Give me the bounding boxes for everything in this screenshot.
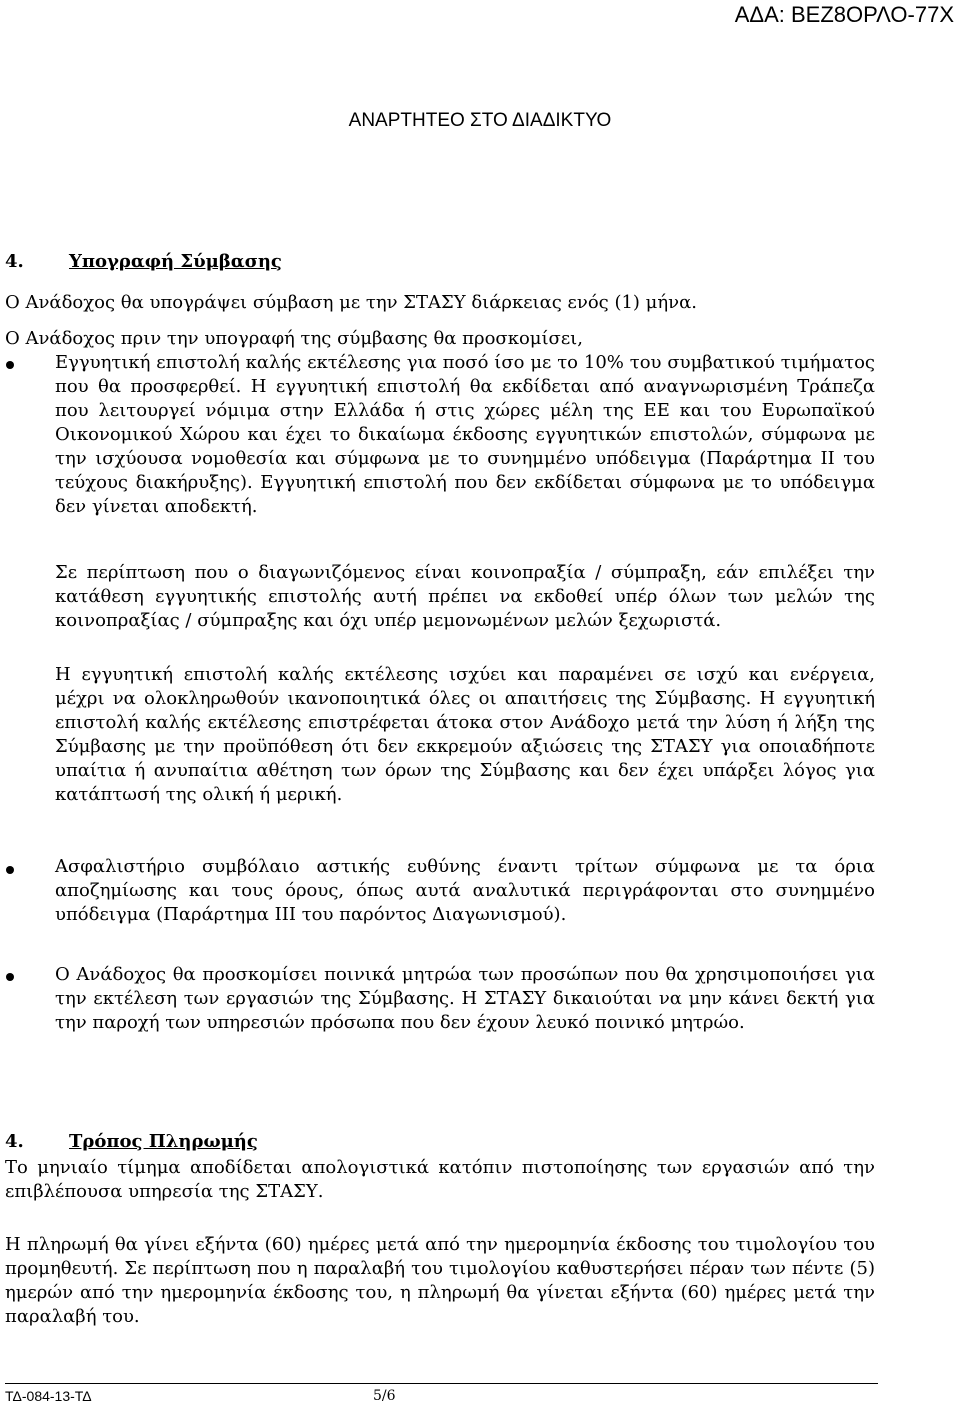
bullet-icon <box>6 361 14 369</box>
document-code: ΤΔ-084-13-ΤΔ <box>5 1388 92 1404</box>
list-item-guarantee: Εγγυητική επιστολή καλής εκτέλεσης για ποσό ίσο με το 10% του συμβατικού τιμήματος που θα προσφερθεί. Η εγγυητική επιστολή θα εκδίδεται από αναγνωρισμένη Τράπεζα που λειτουργεί νόμιμα στην Ελλάδα ή στις χώρες μέλη της ΕΕ και του Ευρωπαϊκού Οικονομικού Χώρου και έχει το δικαίωμα έκδοσης εγγυητικών επιστολών, σύμφωνα με την ισχύουσα νομοθεσία και σύμφωνα με το συνημμένο υπόδειγμα (Παράρτημα ΙΙ του τεύχους διακήρυξης). Εγγυητική επιστολή που δεν εκδίδεται σύμφωνα με το υπόδειγμα δεν γίνεται αποδεκτή. <box>55 352 875 517</box>
paragraph: Η πληρωμή θα γίνει εξήντα (60) ημέρες μετά από την ημερομηνία έκδοσης του τιμολογίου του προμηθευτή. Σε περίπτωση που η παραλαβή του τιμολογίου καθυστερήσει πέραν των πέντε (5) ημερών από την ημερομηνία έκδοσης του, η πληρωμή θα γίνεται εξήντα (60) ημέρες μετά την παραλαβή του. <box>5 1234 875 1327</box>
bullet-icon <box>6 866 14 874</box>
paragraph: Ο Ανάδοχος θα υπογράψει σύμβαση με την ΣΤΑΣΥ διάρκειας ενός (1) μήνα. <box>5 292 697 313</box>
section-title: Τρόπος Πληρωμής <box>69 1131 258 1152</box>
section-number: 4. <box>5 1131 24 1152</box>
ada-code: ΑΔΑ: ΒΕΖ8ΟΡΛΟ-77Χ <box>734 2 954 27</box>
section-title: Υπογραφή Σύμβασης <box>69 251 282 272</box>
paragraph: Σε περίπτωση που ο διαγωνιζόμενος είναι κοινοπραξία / σύμπραξη, εάν επιλέξει την κατάθεση εγγυητικής επιστολής αυτή πρέπει να εκδοθεί υπέρ όλων των μελών της κοινοπραξίας / σύμπραξης και όχι υπέρ μεμονωμένων μελών ξεχωριστά. <box>55 562 875 631</box>
footer-divider <box>5 1383 878 1384</box>
list-item-criminal-records: Ο Ανάδοχος θα προσκομίσει ποινικά μητρώα των προσώπων που θα χρησιμοποιήσει για την εκτέλεση των εργασιών της Σύμβασης. Η ΣΤΑΣΥ δικαιούται να μην κάνει δεκτή για την παροχή των υπηρεσιών πρόσωπα που δεν έχουν λευκό ποινικό μητρώο. <box>55 964 875 1033</box>
paragraph: Ο Ανάδοχος πριν την υπογραφή της σύμβασης θα προσκομίσει, <box>5 328 583 349</box>
bullet-icon <box>6 973 14 981</box>
posting-notice: ΑΝΑΡΤΗΤΕΟ ΣΤΟ ΔΙΑΔΙΚΤΥΟ <box>348 110 612 131</box>
list-item-insurance: Ασφαλιστήριο συμβόλαιο αστικής ευθύνης έναντι τρίτων σύμφωνα με τα όρια αποζημίωσης και τους όρους, όπως αυτά αναλυτικά περιγράφονται στο συνημμένο υπόδειγμα (Παράρτημα ΙΙΙ του παρόντος Διαγωνισμού). <box>55 856 875 925</box>
paragraph: Η εγγυητική επιστολή καλής εκτέλεσης ισχύει και παραμένει σε ισχύ και ενέργεια, μέχρι να ολοκληρωθούν ικανοποιητικά όλες οι απαιτήσεις της Σύμβασης. Η εγγυητική επιστολή καλής εκτέλεσης επιστρέφεται άτοκα στον Ανάδοχο μετά την λύση ή λήξη της Σύμβασης με την προϋπόθεση ότι δεν εκκρεμούν αξιώσεις της ΣΤΑΣΥ για οποιαδήποτε υπαίτια ή ανυπαίτια αθέτηση των όρων της Σύμβασης και δεν έχει υπάρξει λόγος για κατάπτωσή της ολική ή μερική. <box>55 664 875 805</box>
paragraph: Το μηνιαίο τίμημα αποδίδεται απολογιστικά κατόπιν πιστοποίησης των εργασιών από την επιβλέπουσα υπηρεσία της ΣΤΑΣΥ. <box>5 1157 875 1202</box>
section-heading-payment <box>5 1129 258 1155</box>
page-number: 5/6 <box>373 1388 396 1404</box>
section-number: 4. <box>5 251 24 272</box>
section-heading-signature <box>5 249 282 275</box>
